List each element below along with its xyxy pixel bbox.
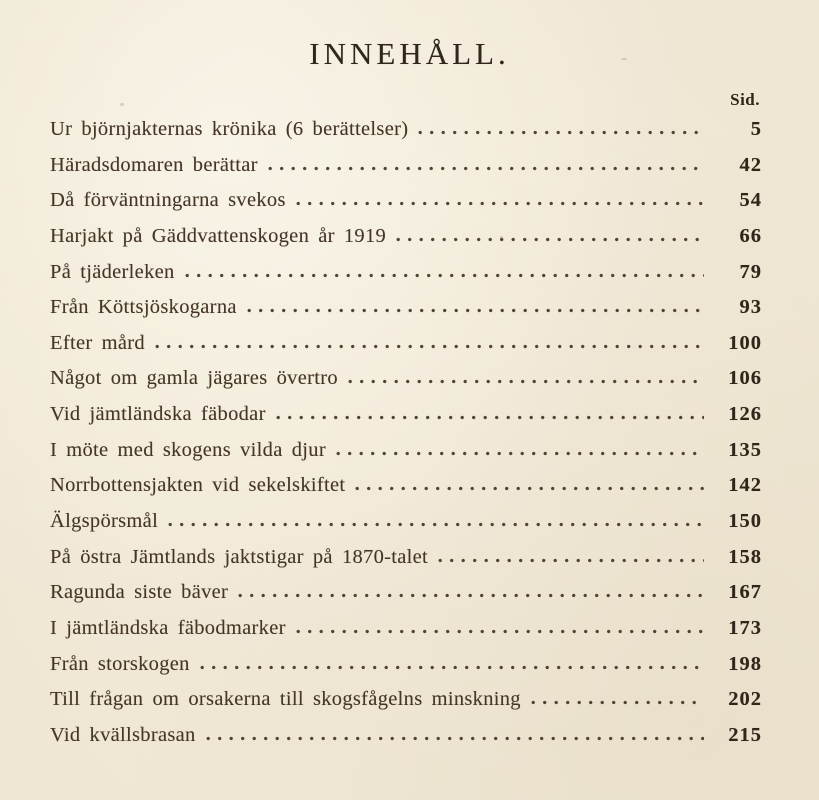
toc-entry bbox=[50, 260, 762, 296]
toc-entry-page: 142 bbox=[728, 474, 762, 497]
dot-leader bbox=[438, 558, 704, 563]
toc-entry-title: I möte med skogens vilda djur bbox=[50, 438, 326, 461]
toc-entry-title: Norrbottensjakten vid sekelskiftet bbox=[50, 474, 346, 497]
toc-entry bbox=[50, 509, 762, 545]
toc-entry-title: Ur björnjakternas krönika (6 berättelser) bbox=[50, 118, 409, 140]
toc-entry bbox=[50, 580, 762, 616]
toc-entry bbox=[50, 438, 762, 474]
toc-entry-title: Då förväntningarna svekos bbox=[50, 189, 286, 212]
page-title: INNEHÅLL. bbox=[309, 36, 510, 71]
toc-entry-title: I jämtländska fäbodmarker bbox=[50, 616, 286, 639]
toc-entry bbox=[50, 366, 762, 402]
dot-leader bbox=[348, 379, 704, 384]
toc-entry bbox=[50, 545, 762, 581]
toc-entry-title: Till frågan om orsakerna till skogsfågelns minskning bbox=[50, 688, 521, 711]
toc-entry bbox=[50, 723, 762, 759]
toc-entry-page: 215 bbox=[728, 723, 762, 746]
toc-entry bbox=[50, 473, 762, 509]
toc-entry-page: 202 bbox=[728, 688, 762, 711]
toc-entry-title: På östra Jämtlands jaktstigar på 1870-talet bbox=[50, 545, 429, 568]
dot-leader bbox=[200, 665, 704, 670]
toc-entry-title: Häradsdomaren berättar bbox=[50, 153, 258, 176]
page-column-header: Sid. bbox=[730, 90, 760, 109]
toc-entry-page: 173 bbox=[728, 616, 762, 639]
toc-entry-page: 167 bbox=[728, 581, 762, 604]
toc-entry-title: Efter mård bbox=[50, 331, 145, 354]
paper-speck bbox=[621, 58, 627, 60]
dot-leader bbox=[296, 201, 704, 206]
toc-entry-page: 42 bbox=[739, 153, 762, 176]
toc-entry-title: Från Köttsjöskogarna bbox=[50, 296, 237, 319]
toc-list bbox=[50, 117, 762, 759]
toc-entry bbox=[50, 331, 762, 367]
toc-entry bbox=[50, 295, 762, 331]
dot-leader bbox=[531, 700, 704, 705]
dot-leader bbox=[238, 593, 704, 598]
dot-leader bbox=[185, 273, 704, 278]
dot-leader bbox=[268, 166, 704, 171]
toc-entry-title: Från storskogen bbox=[50, 652, 190, 675]
dot-leader bbox=[155, 344, 704, 349]
toc-entry-page: 5 bbox=[750, 118, 762, 140]
toc-entry-page: 54 bbox=[739, 189, 762, 212]
toc-entry bbox=[50, 153, 762, 189]
toc-entry-title: Harjakt på Gäddvattenskogen år 1919 bbox=[50, 224, 387, 247]
dot-leader bbox=[296, 629, 704, 634]
toc-entry-title: Älgspörsmål bbox=[50, 510, 159, 533]
toc-entry-page: 106 bbox=[728, 367, 762, 390]
toc-entry-page: 79 bbox=[739, 260, 762, 283]
paper-speck bbox=[120, 103, 124, 106]
toc-entry-page: 135 bbox=[728, 438, 762, 461]
toc-entry-page: 150 bbox=[728, 510, 762, 533]
toc-entry bbox=[50, 117, 762, 153]
toc-entry bbox=[50, 652, 762, 688]
dot-leader bbox=[355, 486, 704, 491]
dot-leader bbox=[418, 130, 704, 135]
toc-entry-page: 93 bbox=[739, 296, 762, 319]
toc-entry-page: 126 bbox=[728, 403, 762, 426]
toc-entry bbox=[50, 224, 762, 260]
toc-entry-title: Vid kvällsbrasan bbox=[50, 723, 196, 746]
dot-leader bbox=[206, 736, 704, 741]
toc-entry bbox=[50, 616, 762, 652]
toc-entry-title: Vid jämtländska fäbodar bbox=[50, 403, 266, 426]
dot-leader bbox=[247, 308, 704, 313]
toc-entry-page: 66 bbox=[739, 224, 762, 247]
toc-entry-title: Ragunda siste bäver bbox=[50, 581, 229, 604]
toc-entry-page: 198 bbox=[728, 652, 762, 675]
toc-entry-title: Något om gamla jägares övertro bbox=[50, 367, 338, 390]
dot-leader bbox=[396, 237, 704, 242]
dot-leader bbox=[168, 522, 704, 527]
dot-leader bbox=[336, 451, 704, 456]
toc-entry bbox=[50, 687, 762, 723]
toc-entry-page: 100 bbox=[728, 331, 762, 354]
toc-entry bbox=[50, 402, 762, 438]
toc-entry bbox=[50, 188, 762, 224]
dot-leader bbox=[276, 415, 704, 420]
toc-entry-page: 158 bbox=[728, 545, 762, 568]
toc-entry-title: På tjäderleken bbox=[50, 260, 175, 283]
